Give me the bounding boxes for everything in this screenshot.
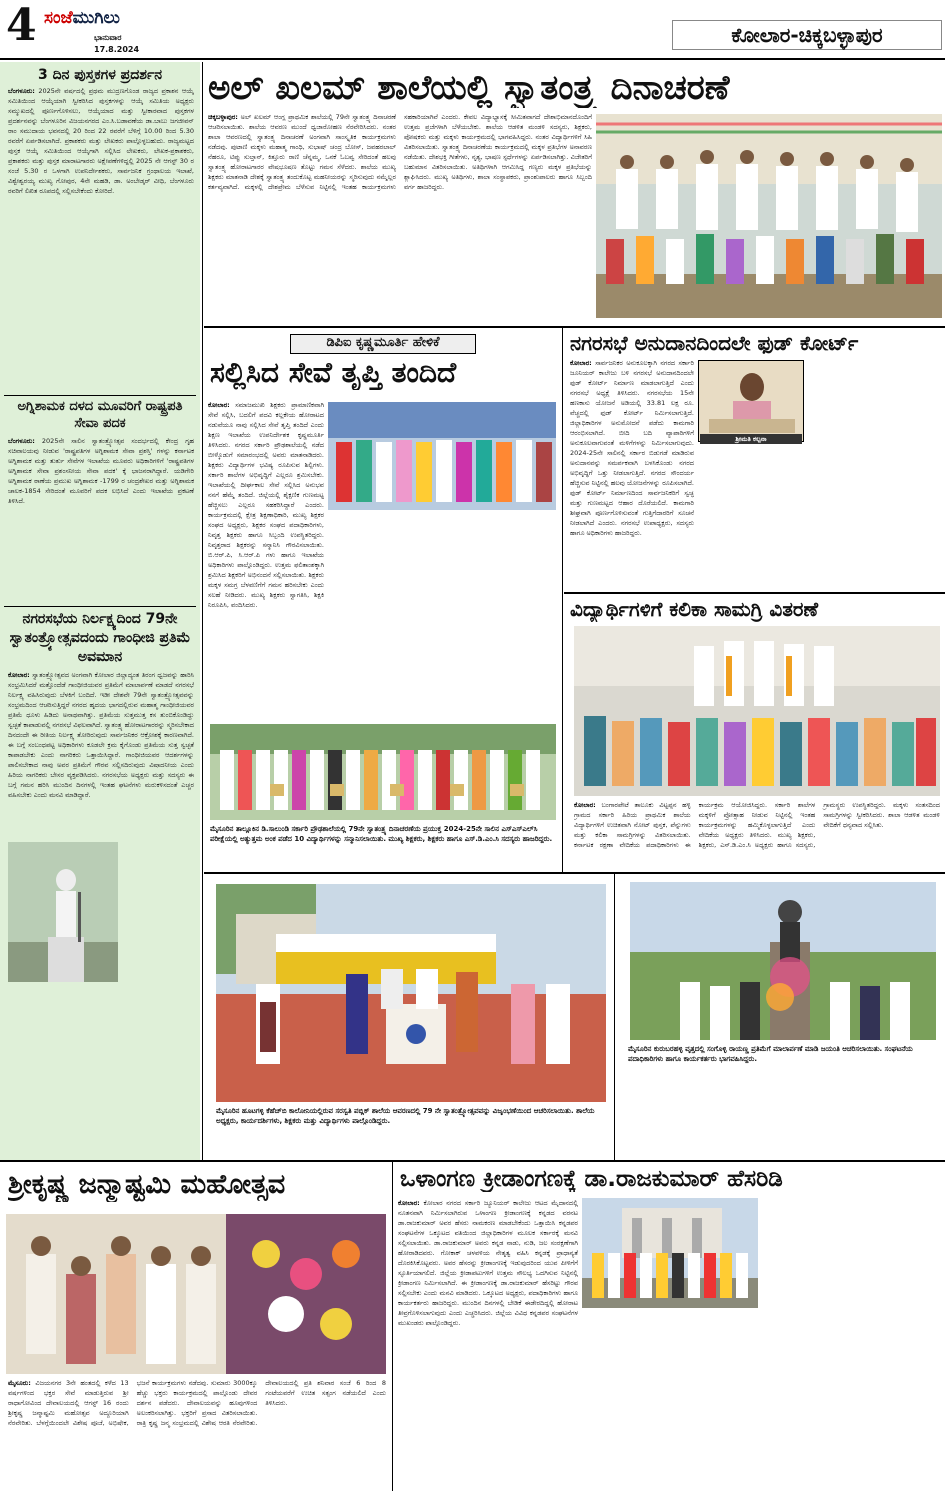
food-dateline: ಕೋಲಾರ: bbox=[570, 359, 592, 367]
statue-caption: ಮೈಸೂರಿನ ಕುರುಬರಹಳ್ಳಿ ವೃತ್ತದಲ್ಲಿ ಸಂಗೊಳ್ಳಿ ರಾಯಣ್ಣ ಪ್ರತಿಮೆಗೆ ಮಾಲಾರ್ಪಣೆ ಮಾಡಿ ಜಯಂತಿ ಆಚರಿಸಲಾಯಿತು. ಸಂಘಟನೆಯ ಪದಾಧಿಕಾರಿಗಳು ಹಾಗೂ ಕಾರ್ಯಕರ್ತರು ಭಾಗವಹಿಸಿದ್ದರು. bbox=[628, 1045, 913, 1063]
lead-text: ಅಲ್ ಖಲಮ್ ಆಂಗ್ಲ ಪ್ರಾಥಮಿಕ ಶಾಲೆಯಲ್ಲಿ 79ನೇ ಸ್ವಾತಂತ್ರ್ಯ ದಿನಾಚರಣೆ ಆಚರಿಸಲಾಯಿತು. ಶಾಲೆಯ ಆವರಣ ಮುಂದೆ ಧ್ವಜಾರೋಹಣ ನೆರವೇರಿಸಿದರು. ನಂತರ ಶಾಲಾ ಆವರಣದಲ್ಲಿ ಸ್ವಾತಂತ್ರ್ಯ ದಿನಾಚರಣೆ ಅಂಗವಾಗಿ ಸಾಂಸ್ಕೃತಿಕ ಕಾರ್ಯಕ್ರಮಗಳು ನಡೆದವು. ಪುಟಾಣಿ ಮಕ್ಕಳು ಮಹಾತ್ಮ ಗಾಂಧಿ, ಸುಭಾಷ್ ಚಂದ್ರ ಬೋಸ್, ಜವಹರಲಾಲ್ ನೆಹರೂ, ಟಿಪ್ಪು ಸುಲ್ತಾನ್, ಕಿತ್ತೂರು ರಾಣಿ ಚೆನ್ನಮ್ಮ, ಒನಕೆ ಓಬವ್ವ ಸೇರಿದಂತೆ ಹಲವು ಸ್ವಾತಂತ್ರ್ಯ ಹೋರಾಟಗಾರರ ವೇಷಭೂಷಣ ತೊಟ್ಟು ಗಮನ ಸೆಳೆದರು. ಶಾಲೆಯ ಮುಖ್ಯ ಶಿಕ್ಷಕರು ಮಾತನಾಡಿ ದೇಶಕ್ಕೆ ಸ್ವಾತಂತ್ರ್ಯ ತಂದುಕೊಟ್ಟ ಮಹನೀಯರನ್ನು ಸ್ಮರಿಸುವುದು ನಮ್ಮೆಲ್ಲರ ಕರ್ತವ್ಯವಾಗಿದೆ. ಮಕ್ಕಳಲ್ಲಿ ದೇಶಪ್ರೇಮ ಬೆಳೆಸುವ ನಿಟ್ಟಿನಲ್ಲಿ ಇಂತಹ ಕಾರ್ಯಕ್ರಮಗಳು ಸಹಕಾರಿಯಾಗಿವೆ ಎಂದರು. ಕೇವಲ ವಿದ್ಯಾಭ್ಯಾಸಕ್ಕೆ ಸೀಮಿತವಾಗದೆ ದೇಶಾಭಿಮಾನದೊಂದಿಗೆ ಉತ್ತಮ ಪ್ರಜೆಗಳಾಗಿ ಬೆಳೆಯಬೇಕು. ಶಾಲೆಯ ಆಡಳಿತ ಮಂಡಳಿ ಸದಸ್ಯರು, ಶಿಕ್ಷಕರು, ಪೋಷಕರು ಮತ್ತು ಮಕ್ಕಳು ಕಾರ್ಯಕ್ರಮದಲ್ಲಿ ಭಾಗವಹಿಸಿದ್ದರು. ನಂತರ ವಿದ್ಯಾರ್ಥಿಗಳಿಗೆ ಸಿಹಿ ವಿತರಿಸಲಾಯಿತು. ಸ್ವಾತಂತ್ರ್ಯ ದಿನಾಚರಣೆಯ ಕಾರ್ಯಕ್ರಮದಲ್ಲಿ ಮಕ್ಕಳ ಪ್ರತಿಭೆಗಳ ಅನಾವರಣ ನಡೆಯಿತು. ದೇಶಭಕ್ತಿ ಗೀತೆಗಳು, ನೃತ್ಯ, ಭಾಷಣ ಸ್ಪರ್ಧೆಗಳನ್ನು ಏರ್ಪಡಿಸಲಾಗಿತ್ತು. ವಿಜೇತರಿಗೆ ಬಹುಮಾನ ವಿತರಿಸಲಾಯಿತು. ಅತಿಥಿಗಳಾಗಿ ಆಗಮಿಸಿದ್ದ ಗಣ್ಯರು ಮಕ್ಕಳ ಪ್ರತಿಭೆಯನ್ನು ಶ್ಲಾಘಿಸಿದರು. ಮುಖ್ಯ ಅತಿಥಿಗಳು, ಶಾಲಾ ಸಂಸ್ಥಾಪಕರು, ಪ್ರಾಂಶುಪಾಲರು ಹಾಗೂ ಸಿಬ್ಬಂದಿ ವರ್ಗ ಹಾಜರಿದ್ದರು. bbox=[208, 113, 592, 191]
paper-logo bbox=[44, 4, 192, 32]
divider bbox=[4, 395, 196, 396]
left-story1-dateline: ಬೆಂಗಳೂರು: bbox=[8, 87, 35, 95]
divider bbox=[562, 328, 563, 872]
region-label: ಕೋಲಾರ-ಚಿಕ್ಕಬಳ್ಳಾಪುರ bbox=[672, 20, 942, 50]
divider bbox=[204, 326, 945, 328]
left-story2-body bbox=[8, 436, 194, 604]
rajkumar-body bbox=[398, 1198, 578, 1488]
award-caption: ಮೈಸೂರಿನ ತಾಲ್ಲೂಕಿನ ಡಿ.ಸಾಲುಂಡಿ ಸರ್ಕಾರಿ ಪ್ರೌಢಶಾಲೆಯಲ್ಲಿ 79ನೇ ಸ್ವಾತಂತ್ರ್ಯ ದಿನಾಚರಣೆಯ ಪ್ರಯುಕ್ತ 2024-25ನೇ ಸಾಲಿನ ಎಸ್ಎಸ್ಎಲ್‌ಸಿ ಪರೀಕ್ಷೆಯಲ್ಲಿ ಅತ್ಯುತ್ತಮ ಅಂಕ ಪಡೆದ 10 ವಿದ್ಯಾರ್ಥಿಗಳನ್ನು ಸನ್ಮಾನಿಸಲಾಯಿತು. ಮುಖ್ಯ ಶಿಕ್ಷಕರು, ಶಿಕ್ಷಕರು ಹಾಗೂ ಎಸ್.ಡಿ.ಎಂ.ಸಿ ಸದಸ್ಯರು ಹಾಜರಿದ್ದರು. bbox=[210, 825, 553, 843]
flag-hoisting-photo bbox=[216, 884, 606, 1102]
left-story1-headline: 3 ದಿನ ಪುಸ್ತಕಗಳ ಪ್ರದರ್ಶನ bbox=[37, 67, 163, 83]
left-story1-body bbox=[8, 86, 194, 404]
rajkumar-headline: ಒಳಾಂಗಣ ಕ್ರೀಡಾಂಗಣಕ್ಕೆ ಡಾ.ರಾಜಕುಮಾರ್ ಹೆಸರಿಡಿ bbox=[400, 1166, 783, 1192]
food-body bbox=[570, 358, 694, 590]
left-story3-body-b bbox=[122, 842, 194, 982]
left-story3-dateline: ಕೋಲಾರ: bbox=[8, 671, 30, 679]
left-story2-text: 2025ನೇ ಸಾಲಿನ ಸ್ವಾತಂತ್ರ್ಯೋತ್ಸವ ಸಂದರ್ಭದಲ್ಲಿ ಕೇಂದ್ರ ಗೃಹ ಸಚಿವಾಲಯವು ನೀಡುವ 'ರಾಷ್ಟ್ರಪತಿಗಳ ಅಗ್ನಿಶಾಮಕ ಸೇವಾ ಪ್ರಶಸ್ತಿ' ಗಳನ್ನು ಕರ್ನಾಟಕ ಅಗ್ನಿಶಾಮಕ ಮತ್ತು ತುರ್ತು ಸೇವೆಗಳ ಇಲಾಖೆಯ ಮೂವರು ಅಧಿಕಾರಿಗಳಿಗೆ 'ರಾಷ್ಟ್ರಪತಿಗಳ ಅಗ್ನಿಶಾಮಕ ಸೇವಾ ಪ್ರಶಂಸನೀಯ ಸೇವಾ ಪದಕ' ಕ್ಕೆ ಭಾಜನರಾಗಿದ್ದಾರೆ. ಯಡಿಗೇರಿ ಅಗ್ನಿಶಾಮಕ ಠಾಣೆಯ ಪ್ರಮುಖ ಅಗ್ನಿಶಾಮಕ -1799 ರ ಚಂದ್ರಶೇಖರ ಮತ್ತು ಅಗ್ನಿಶಾಮಕ ಚಾಲಕ-1854 ಸೇರಿದಂತೆ ಮೂವರಿಗೆ ಪದಕ ಲಭಿಸಿದೆ ಎಂದು ಇಲಾಖೆಯ ಪ್ರಕಟಣೆ ತಿಳಿಸಿದೆ. bbox=[8, 437, 194, 505]
divider bbox=[392, 1162, 393, 1491]
logo-word-1: ಸಂಜೆ bbox=[44, 8, 73, 28]
teachers-group-photo bbox=[328, 402, 556, 510]
divider bbox=[204, 872, 945, 874]
left-story1-text: 2025ನೇ ವರ್ಷದಲ್ಲಿ ಪ್ರಥಮ ಮುದ್ರಣಗೊಂಡ ರಾಜ್ಯದ ಪ್ರಕಾಶನ ಆಯ್ಕೆ ಸಮಿತಿಯಿಂದ ಆಯ್ಕೆಯಾಗಿ ಸ್ವೀಕರಿಸಿದ ಪುಸ್ತಕಗಳನ್ನು ಆಯ್ಕೆ ಸಮಿತಿಯ ಅಧ್ಯಕ್ಷರು ಸಮ್ಮುಖದಲ್ಲಿ ಪೂರ್ಣಗೊಳಿಸಲು, ಆಯ್ಕೆಯಾದ ಮತ್ತು ಸ್ವೀಕಾರವಾದ ಪುಸ್ತಕಗಳ ಪ್ರದರ್ಶನವನ್ನು ಬೆಂಗಳೂರಿನ ವಿಜಯನಗರದ ಎಂ.ಸಿ.ಬಡಾವಣೆಯ ಡಾ.ಬಾಬು ಜಗಜೀವನ್ ರಾಂ ಸಮುದಾಯ ಭವನದಲ್ಲಿ 20 ರಿಂದ 22 ರವರೆಗೆ ಬೆಳಿಗ್ಗೆ 10.00 ರಿಂದ 5.30 ರವರೆಗೆ ಏರ್ಪಡಿಸಲಾಗಿದೆ. ಪ್ರಕಾಶಕರು ಮತ್ತು ಲೇಖಕರು ಪಾಲ್ಗೊಳ್ಳಬಹುದು. ರಾಜ್ಯಮಟ್ಟದ ಪುಸ್ತಕ ಆಯ್ಕೆ ಸಮಿತಿಯಿಂದ ಆಯ್ಕೆಗಾಗಿ ಸಲ್ಲಿಸಿದ ಲೇಖಕರು, ಲೇಖಕ-ಪ್ರಕಾಶಕರು, ಪ್ರಕಾಶಕರು ಮತ್ತು ಪುಸ್ತಕ ಮಾರಾಟಗಾರರು ಅಕ್ಷೇಪಣೆಗಳಿದ್ದಲ್ಲಿ 2025 ನೇ ಆಗಸ್ಟ್ 30 ರ ಸಂಜೆ 5.30 ರ ಒಳಗಾಗಿ ಉಪನಿರ್ದೇಶಕರು, ಸಾರ್ವಜನಿಕ ಗ್ರಂಥಾಲಯ ಇಲಾಖೆ, ವಿಶ್ವೇಶ್ವರಯ್ಯ ಮುಖ್ಯ ಗೋಪುರ, 4ನೇ ಮಹಡಿ, ಡಾ. ಅಂಬೇಡ್ಕರ್ ವೀಧಿ, ಬೆಂಗಳೂರು ರವರಿಗೆ ಲಿಖಿತ ರೂಪದಲ್ಲಿ ಸಲ್ಲಿಸಬೇಕೆಂದು ಕೋರಿದೆ. bbox=[8, 87, 194, 195]
seve-text: ಸಮಾಜಮುಖಿ ಶಿಕ್ಷಕರು ಪ್ರಾಮಾಣಿಕವಾಗಿ ಸೇವೆ ಸಲ್ಲಿಸಿ, ಬದಲಿಗೆ ಪದವಿ ಕಲ್ಲಕೇಯ ಹೋರಾಟದ ನಡುವೆಯೂ ನಾವು ಸಲ್ಲಿಸಿದ ಸೇವೆ ತೃಪ್ತಿ ತಂದಿದೆ ಎಂದು ಶಿಕ್ಷಣ ಇಲಾಖೆಯ ಉಪನಿರ್ದೇಶಕ ಕೃಷ್ಣಮೂರ್ತಿ ತಿಳಿಸಿದರು. ನಗರದ ಸರ್ಕಾರಿ ಪ್ರೌಢಶಾಲೆಯಲ್ಲಿ ನಡೆದ ಬೀಳ್ಕೊಡುಗೆ ಸಮಾರಂಭದಲ್ಲಿ ಅವರು ಮಾತನಾಡಿದರು. ಶಿಕ್ಷಕರು ವಿದ್ಯಾರ್ಥಿಗಳ ಭವಿಷ್ಯ ರೂಪಿಸುವ ಶಿಲ್ಪಿಗಳು. ಸರ್ಕಾರಿ ಶಾಲೆಗಳ ಅಭಿವೃದ್ಧಿಗೆ ಎಲ್ಲರೂ ಶ್ರಮಿಸಬೇಕು. ಇಲಾಖೆಯಲ್ಲಿ ದೀರ್ಘಕಾಲ ಸೇವೆ ಸಲ್ಲಿಸಿದ ಅನುಭವ ನನಗೆ ಹೆಮ್ಮೆ ತಂದಿದೆ. ಜಿಲ್ಲೆಯಲ್ಲಿ ಶೈಕ್ಷಣಿಕ ಗುಣಮಟ್ಟ ಹೆಚ್ಚಿಸಲು ಎಲ್ಲರೂ ಸಹಕರಿಸಿದ್ದಾರೆ ಎಂದರು. ಕಾರ್ಯಕ್ರಮದಲ್ಲಿ ಕ್ಷೇತ್ರ ಶಿಕ್ಷಣಾಧಿಕಾರಿ, ಮುಖ್ಯ ಶಿಕ್ಷಕರ ಸಂಘದ ಅಧ್ಯಕ್ಷರು, ಶಿಕ್ಷಕರ ಸಂಘದ ಪದಾಧಿಕಾರಿಗಳು, ನಿವೃತ್ತ ಶಿಕ್ಷಕರು ಹಾಗೂ ಸಿಬ್ಬಂದಿ ಉಪಸ್ಥಿತರಿದ್ದರು. ನಿವೃತ್ತರಾದ ಶಿಕ್ಷಕರನ್ನು ಸನ್ಮಾನಿಸಿ ಗೌರವಿಸಲಾಯಿತು. ಬಿ.ಆರ್.ಪಿ, ಸಿ.ಆರ್.ಪಿ ಗಳು ಹಾಗೂ ಇಲಾಖೆಯ ಅಧಿಕಾರಿಗಳು ಪಾಲ್ಗೊಂಡಿದ್ದರು. ಉತ್ತಮ ಫಲಿತಾಂಶಕ್ಕಾಗಿ ಶ್ರಮಿಸಿದ ಶಿಕ್ಷಕರಿಗೆ ಅಭಿನಂದನೆ ಸಲ್ಲಿಸಲಾಯಿತು. ಶಿಕ್ಷಕರು ಮಕ್ಕಳ ಸಮಗ್ರ ಬೆಳವಣಿಗೆಗೆ ಗಮನ ಹರಿಸಬೇಕು ಎಂದು ಸಲಹೆ ನೀಡಿದರು. ಮುಖ್ಯ ಶಿಕ್ಷಕರು ಸ್ವಾಗತಿಸಿ, ಶಿಕ್ಷಕಿ ನಿರೂಪಿಸಿ, ವಂದಿಸಿದರು. bbox=[208, 401, 324, 609]
left-story3-body-c bbox=[8, 986, 194, 1156]
kalika-text: ಬಂಗಾರಪೇಟೆ ತಾಲೂಕು ವಿಟ್ಟಪ್ಪನ ಹಳ್ಳಿ ಗ್ರಾಮದ ಸರ್ಕಾರಿ ಹಿರಿಯ ಪ್ರಾಥಮಿಕ ಶಾಲೆಯ ವಿದ್ಯಾರ್ಥಿಗಳಿಗೆ ಉಚಿತವಾಗಿ ನೋಟ್ ಪುಸ್ತಕ, ಪೆನ್ನುಗಳು ಮತ್ತು ಕಲಿಕಾ ಸಾಮಗ್ರಿಗಳನ್ನು ವಿತರಿಸಲಾಯಿತು. ಕರ್ನಾಟಕ ರಕ್ಷಣಾ ವೇದಿಕೆಯ ಪದಾಧಿಕಾರಿಗಳು ಈ ಕಾರ್ಯಕ್ರಮ ಆಯೋಜಿಸಿದ್ದರು. ಸರ್ಕಾರಿ ಶಾಲೆಗಳ ಮಕ್ಕಳಿಗೆ ಪ್ರೋತ್ಸಾಹ ನೀಡುವ ನಿಟ್ಟಿನಲ್ಲಿ ಇಂತಹ ಕಾರ್ಯಕ್ರಮಗಳನ್ನು ಹಮ್ಮಿಕೊಳ್ಳಲಾಗುತ್ತಿದೆ ಎಂದು ವೇದಿಕೆಯ ಅಧ್ಯಕ್ಷರು ತಿಳಿಸಿದರು. ಮುಖ್ಯ ಶಿಕ್ಷಕರು, ಶಿಕ್ಷಕರು, ಎಸ್.ಡಿ.ಎಂ.ಸಿ ಅಧ್ಯಕ್ಷರು ಹಾಗೂ ಸದಸ್ಯರು, ಗ್ರಾಮಸ್ಥರು ಉಪಸ್ಥಿತರಿದ್ದರು. ಮಕ್ಕಳು ಸಂತಸದಿಂದ ಸಾಮಗ್ರಿಗಳನ್ನು ಸ್ವೀಕರಿಸಿದರು. ಶಾಲಾ ಆಡಳಿತ ಮಂಡಳಿ ವೇದಿಕೆಗೆ ಧನ್ಯವಾದ ಸಲ್ಲಿಸಿತು. bbox=[574, 801, 940, 849]
janmashtami-dateline: ಮೈಸೂರು: bbox=[8, 1379, 31, 1387]
divider bbox=[614, 874, 615, 1160]
kalika-body bbox=[574, 800, 940, 870]
janmashtami-body bbox=[8, 1378, 386, 1488]
issue-day: ಭಾನುವಾರ bbox=[94, 33, 122, 42]
food-body-cont2 bbox=[808, 358, 942, 590]
left-story3-headline: ನಗರಸಭೆಯ ನಿರ್ಲಕ್ಷ್ಯದಿಂದ 79ನೇ ಸ್ವಾತಂತ್ರ್ಯೋತ್ಸವದಂದು ಗಾಂಧೀಜಿ ಪ್ರತಿಮೆ ಅವಮಾನ bbox=[9, 611, 191, 665]
rajkumar-body-cont bbox=[582, 1312, 758, 1488]
kalika-dateline: ಕೋಲಾರ: bbox=[574, 801, 596, 809]
divider bbox=[564, 592, 945, 594]
janmashtami-photo bbox=[6, 1214, 386, 1374]
divider bbox=[202, 62, 203, 1160]
school-children-photo bbox=[596, 114, 942, 318]
award-students-photo bbox=[210, 724, 556, 820]
food-headline: ನಗರಸಭೆ ಅನುದಾನದಿಂದಲೇ ಫುಡ್ ಕೋರ್ಟ್ bbox=[570, 331, 859, 355]
flag-caption: ಮೈಸೂರಿನ ಹೂಟಗಳ್ಳಿ ಕೆಹೆಚ್‌ಬಿ ಕಾಲೋನಿಯಲ್ಲಿರುವ ಸರಸ್ವತಿ ಪಬ್ಲಿಕ್ ಶಾಲೆಯ ಆವರಣದಲ್ಲಿ 79 ನೇ ಸ್ವಾತಂತ್ರ್ಯೋತ್ಸವವನ್ನು ವಿಜೃಂಭಣೆಯಿಂದ ಆಚರಿಸಲಾಯಿತು. ಶಾಲೆಯ ಅಧ್ಯಕ್ಷರು, ಕಾರ್ಯದರ್ಶಿಗಳು, ಶಿಕ್ಷಕರು ಮತ್ತು ವಿದ್ಯಾರ್ಥಿಗಳು ಪಾಲ್ಗೊಂಡಿದ್ದರು. bbox=[216, 1107, 595, 1125]
rajkumar-dateline: ಕೋಲಾರ: bbox=[398, 1199, 420, 1207]
left-story2-dateline: ಬೆಂಗಳೂರು: bbox=[8, 437, 35, 445]
gandhi-statue-photo bbox=[8, 842, 118, 982]
left-story3-body-a bbox=[8, 670, 194, 840]
divider bbox=[4, 606, 196, 607]
left-story2-headline: ಅಗ್ನಿಶಾಮಕ ದಳದ ಮೂವರಿಗೆ ರಾಷ್ಟ್ರಪತಿ ಸೇವಾ ಪದಕ bbox=[17, 399, 183, 431]
kalika-students-photo bbox=[574, 626, 940, 796]
janmashtami-headline: ಶ್ರೀಕೃಷ್ಣ ಜನ್ಮಾಷ್ಟಮಿ ಮಹೋತ್ಸವ bbox=[8, 1169, 286, 1200]
statue-garland-photo bbox=[630, 882, 936, 1040]
food-text: ಸಾರ್ವಜನಿಕರ ಅನುಕೂಲಕ್ಕಾಗಿ ನಗರದ ಸರ್ಕಾರಿ ಜೂನಿಯರ್ ಕಾಲೇಜು ಬಳಿ ನಗರಸಭೆ ಅನುದಾನದಿಂದಲೇ ಫುಡ್ ಕೋರ್ಟ್ ನಿರ್ಮಾಣ ಮಾಡಲಾಗುತ್ತಿದೆ ಎಂದು ನಗರಸಭೆ ಅಧ್ಯಕ್ಷೆ ತಿಳಿಸಿದರು. ನಗರಸಭೆಯ 15ನೇ ಹಣಕಾಸು ಯೋಜನೆ ಅಡಿಯಲ್ಲಿ 33.81 ಲಕ್ಷ ರೂ. ವೆಚ್ಚದಲ್ಲಿ ಫುಡ್ ಕೋರ್ಟ್ ನಿರ್ಮಿಸಲಾಗುತ್ತಿದೆ. ಜಿಲ್ಲಾಧಿಕಾರಿಗಳ ಅನುಮೋದನೆ ಪಡೆದು ಕಾಮಗಾರಿ ಆರಂಭಿಸಲಾಗಿದೆ. ಬೀದಿ ಬದಿ ವ್ಯಾಪಾರಿಗಳಿಗೆ ಅನುಕೂಲವಾಗುವಂತೆ ಮಳಿಗೆಗಳನ್ನು ನಿರ್ಮಿಸಲಾಗುವುದು. 2024-25ನೇ ಸಾಲಿನಲ್ಲಿ ಸರ್ಕಾರ ಬಿಡುಗಡೆ ಮಾಡಿರುವ ಅನುದಾನವನ್ನು ಸಮರ್ಪಕವಾಗಿ ಬಳಸಿಕೊಂಡು ನಗರದ ಅಭಿವೃದ್ಧಿಗೆ ಒತ್ತು ನೀಡಲಾಗುತ್ತಿದೆ. ನಗರದ ಸೌಂದರ್ಯ ಹೆಚ್ಚಿಸುವ ನಿಟ್ಟಿನಲ್ಲಿ ಹಲವು ಯೋಜನೆಗಳನ್ನು ರೂಪಿಸಲಾಗಿದೆ. ಫುಡ್ ಕೋರ್ಟ್ ನಿರ್ಮಾಣದಿಂದ ಸಾರ್ವಜನಿಕರಿಗೆ ಸ್ವಚ್ಛ ಮತ್ತು ಗುಣಮಟ್ಟದ ಆಹಾರ ದೊರೆಯಲಿದೆ. ಕಾಮಗಾರಿ ಶೀಘ್ರವಾಗಿ ಪೂರ್ಣಗೊಳಿಸುವಂತೆ ಗುತ್ತಿಗೆದಾರರಿಗೆ ಸೂಚನೆ ನೀಡಲಾಗಿದೆ ಎಂದರು. ನಗರಸಭೆ ಉಪಾಧ್ಯಕ್ಷರು, ಸದಸ್ಯರು ಹಾಗೂ ಅಧಿಕಾರಿಗಳು ಹಾಜರಿದ್ದರು. bbox=[570, 359, 694, 537]
masthead bbox=[0, 0, 945, 60]
lead-body bbox=[208, 112, 592, 324]
janmashtami-text: ವಿಜಯನಗರ 3ನೇ ಹಂತದಲ್ಲಿ ಕಳೆದ 13 ವರ್ಷಗಳಿಂದ ಭಕ್ತರ ಸೇವೆ ಮಾಡುತ್ತಿರುವ ಶ್ರೀ ರಾಧಾಗೋವಿಂದ ದೇವಾಲಯದಲ್ಲಿ ಆಗಸ್ಟ್ 16 ರಂದು ಶ್ರೀಕೃಷ್ಣ ಜನ್ಮಾಷ್ಟಮಿ ಮಹೋತ್ಸವ ಅದ್ದೂರಿಯಾಗಿ ನೆರವೇರಿತು. ಬೆಳಗ್ಗೆಯಿಂದಲೇ ವಿಶೇಷ ಪೂಜೆ, ಅಭಿಷೇಕ, ಭಜನೆ ಕಾರ್ಯಕ್ರಮಗಳು ನಡೆದವು. ಸುಮಾರು 3000ಕ್ಕೂ ಹೆಚ್ಚು ಭಕ್ತರು ಕಾರ್ಯಕ್ರಮದಲ್ಲಿ ಪಾಲ್ಗೊಂಡು ದೇವರ ದರ್ಶನ ಪಡೆದರು. ದೇವಾಲಯವನ್ನು ಹೂವುಗಳಿಂದ ಅಲಂಕರಿಸಲಾಗಿತ್ತು. ಭಕ್ತರಿಗೆ ಪ್ರಸಾದ ವಿತರಿಸಲಾಯಿತು. ರಾತ್ರಿ ಕೃಷ್ಣ ಜನ್ಮ ಸಂಭ್ರಮದಲ್ಲಿ ವಿಶೇಷ ಆರತಿ ನೆರವೇರಿತು. ದೇವಾಲಯದಲ್ಲಿ ಪ್ರತಿ ಶನಿವಾರ ಸಂಜೆ 6 ರಿಂದ 8 ಗಂಟೆಯವರೆಗೆ ಉಚಿತ ಸತ್ಸಂಗ ನಡೆಯಲಿದೆ ಎಂದು ತಿಳಿಸಿದರು. bbox=[8, 1379, 386, 1427]
left-story3-text: ಸ್ವಾತಂತ್ರ್ಯೋತ್ಸವದ ಅಂಗವಾಗಿ ಕೋಲಾರ ಜಿಲ್ಲಾದ್ಯಂತ ತಿರಂಗ ಧ್ವಜವನ್ನು ಹಾರಿಸಿ ಸಂಭ್ರಮಿಸಿದರೆ ಮತ್ತೊಂದೆಡೆ ಗಾಂಧೀಜಿಯವರ ಪ್ರತಿಮೆಗೆ ಮಾಲಾರ್ಪಣೆ ಮಾಡದೆ ನಗರಸಭೆ ನಿರ್ಲಕ್ಷ್ಯ ವಹಿಸಿರುವುದು ಬೆಳಕಿಗೆ ಬಂದಿದೆ. ಇಡೀ ದೇಶವೇ 79ನೇ ಸ್ವಾತಂತ್ರ್ಯೋತ್ಸವವನ್ನು ಸಂಭ್ರಮದಿಂದ ಆಚರಿಸುತ್ತಿದ್ದರೆ ನಗರದ ಹೃದಯ ಭಾಗದಲ್ಲಿರುವ ಮಹಾತ್ಮ ಗಾಂಧೀಜಿಯವರ ಪ್ರತಿಮೆ ಧೂಳು ಹಿಡಿದು ಅನಾಥವಾಗಿತ್ತು. ಪ್ರತಿಮೆಯ ಸುತ್ತಮುತ್ತ ಕಸ ತುಂಬಿಕೊಂಡಿದ್ದು ಸ್ವಚ್ಛತೆ ಕಾಪಾಡುವಲ್ಲಿ ನಗರಸಭೆ ವಿಫಲವಾಗಿದೆ. ಸ್ವಾತಂತ್ರ್ಯ ಹೋರಾಟಗಾರರನ್ನು ಸ್ಮರಿಸಬೇಕಾದ ದಿನದಂದೇ ಈ ರೀತಿಯ ನಿರ್ಲಕ್ಷ್ಯ ತೋರಿರುವುದು ಸಾರ್ವಜನಿಕರ ಆಕ್ರೋಶಕ್ಕೆ ಕಾರಣವಾಗಿದೆ. ಈ ಬಗ್ಗೆ ಸಂಬಂಧಪಟ್ಟ ಅಧಿಕಾರಿಗಳು ಕೂಡಲೇ ಕ್ರಮ ಕೈಗೊಂಡು ಪ್ರತಿಮೆಯ ಸುತ್ತ ಸ್ವಚ್ಛತೆ ಕಾಪಾಡಬೇಕು ಎಂದು ನಾಗರಿಕರು ಒತ್ತಾಯಿಸಿದ್ದಾರೆ. ಗಾಂಧೀಜಿಯವರ ಆದರ್ಶಗಳನ್ನು ಪಾಲಿಸಬೇಕಾದ ನಾವು ಅವರ ಪ್ರತಿಮೆಗೆ ಗೌರವ ಸಲ್ಲಿಸದಿರುವುದು ವಿಷಾದನೀಯ ಎಂದು ಹಿರಿಯ ನಾಗರಿಕರು ಬೇಸರ ವ್ಯಕ್ತಪಡಿಸಿದರು. ನಗರಸಭೆಯ ಅಧ್ಯಕ್ಷರು ಮತ್ತು ಸದಸ್ಯರು ಈ ಬಗ್ಗೆ ಗಮನ ಹರಿಸಿ ಮುಂದಿನ ದಿನಗಳಲ್ಲಿ ಇಂತಹ ಘಟನೆಗಳು ಮರುಕಳಿಸದಂತೆ ಎಚ್ಚರ ವಹಿಸಬೇಕು ಎಂದು ಮನವಿ ಮಾಡಿದ್ದಾರೆ. bbox=[8, 671, 194, 799]
logo-word-2: ಮುಗಿಲು bbox=[72, 8, 120, 28]
lead-dateline: ಚಿಕ್ಕಬಳ್ಳಾಪುರ: bbox=[208, 113, 238, 121]
kalika-headline: ವಿದ್ಯಾರ್ಥಿಗಳಿಗೆ ಕಲಿಕಾ ಸಾಮಗ್ರಿ ವಿತರಣೆ bbox=[570, 597, 819, 621]
food-photo-caption: ಶ್ರೀಮತಿ ಕಲ್ಪನಾ bbox=[700, 434, 802, 444]
seve-body-cont bbox=[328, 514, 556, 720]
seve-kicker: ಡಿಪಿಐ ಕೃಷ್ಣಮೂರ್ತಿ ಹೇಳಿಕೆ bbox=[290, 334, 476, 354]
divider bbox=[0, 1160, 945, 1162]
rajkumar-text: ಕೋಲಾರ ನಗರದ ಸರ್ಕಾರಿ ಜ್ಯೂನಿಯರ್ ಕಾಲೇಜು ಆಟದ ಮೈದಾನದಲ್ಲಿ ನೂತನವಾಗಿ ನಿರ್ಮಿಸಲಾಗಿರುವ ಒಳಾಂಗಣ ಕ್ರೀಡಾಂಗಣಕ್ಕೆ ಕನ್ನಡದ ವರನಟ ಡಾ.ರಾಜಕುಮಾರ್ ಅವರ ಹೆಸರು ನಾಮಕರಣ ಮಾಡಬೇಕೆಂದು ಒತ್ತಾಯಿಸಿ ಕನ್ನಡಪರ ಸಂಘಟನೆಗಳ ಒಕ್ಕೂಟದ ವತಿಯಿಂದ ಜಿಲ್ಲಾಧಿಕಾರಿಗಳ ಮೂಲಕ ಸರ್ಕಾರಕ್ಕೆ ಮನವಿ ಸಲ್ಲಿಸಲಾಯಿತು. ಡಾ.ರಾಜಕುಮಾರ್ ಅವರು ಕನ್ನಡ ನಾಡು, ನುಡಿ, ಜಲ ಸಂರಕ್ಷಣೆಗಾಗಿ ಹೋರಾಡಿದವರು. ಗೋಕಾಕ್ ಚಳವಳಿಯ ನೇತೃತ್ವ ವಹಿಸಿ ಕನ್ನಡಕ್ಕೆ ಪ್ರಾಧಾನ್ಯತೆ ದೊರಕಿಸಿಕೊಟ್ಟವರು. ಅವರ ಹೆಸರನ್ನು ಕ್ರೀಡಾಂಗಣಕ್ಕೆ ಇಡುವುದರಿಂದ ಯುವ ಪೀಳಿಗೆಗೆ ಸ್ಫೂರ್ತಿಯಾಗಲಿದೆ. ಜಿಲ್ಲೆಯ ಕ್ರೀಡಾಪಟುಗಳಿಗೆ ಉತ್ತಮ ಸೌಲಭ್ಯ ಒದಗಿಸುವ ನಿಟ್ಟಿನಲ್ಲಿ ಕ್ರೀಡಾಂಗಣ ನಿರ್ಮಿಸಲಾಗಿದೆ. ಈ ಕ್ರೀಡಾಂಗಣಕ್ಕೆ ಡಾ.ರಾಜಕುಮಾರ್ ಹೆಸರಿಟ್ಟು ಗೌರವ ಸಲ್ಲಿಸಬೇಕು ಎಂದು ಮನವಿ ಮಾಡಿದರು. ಒಕ್ಕೂಟದ ಅಧ್ಯಕ್ಷರು, ಪದಾಧಿಕಾರಿಗಳು ಹಾಗೂ ಕಾರ್ಯಕರ್ತರು ಹಾಜರಿದ್ದರು. ಮುಂದಿನ ದಿನಗಳಲ್ಲಿ ಬೇಡಿಕೆ ಈಡೇರದಿದ್ದಲ್ಲಿ ಹೋರಾಟ ತೀವ್ರಗೊಳಿಸಲಾಗುವುದು ಎಂದು ಎಚ್ಚರಿಸಿದರು. ಜಿಲ್ಲೆಯ ವಿವಿಧ ಕನ್ನಡಪರ ಸಂಘಟನೆಗಳ ಮುಖಂಡರು ಪಾಲ್ಗೊಂಡಿದ್ದರು. bbox=[398, 1199, 578, 1327]
page-number: 4 bbox=[6, 0, 37, 51]
food-body-cont bbox=[698, 448, 804, 590]
food-portrait-photo bbox=[698, 360, 804, 442]
rajkumar-protest-photo bbox=[582, 1198, 758, 1308]
rajkumar-body-cont2 bbox=[764, 1198, 940, 1488]
seve-body bbox=[208, 400, 324, 720]
seve-headline: ಸಲ್ಲಿಸಿದ ಸೇವೆ ತೃಪ್ತಿ ತಂದಿದೆ bbox=[210, 356, 457, 389]
seve-dateline: ಕೋಲಾರ: bbox=[208, 401, 230, 409]
issue-date: 17.8.2024 bbox=[94, 45, 140, 54]
lead-headline: ಅಲ್ ಖಲಮ್ ಶಾಲೆಯಲ್ಲಿ ಸ್ವಾತಂತ್ರ್ಯ ದಿನಾಚರಣೆ bbox=[208, 68, 730, 108]
